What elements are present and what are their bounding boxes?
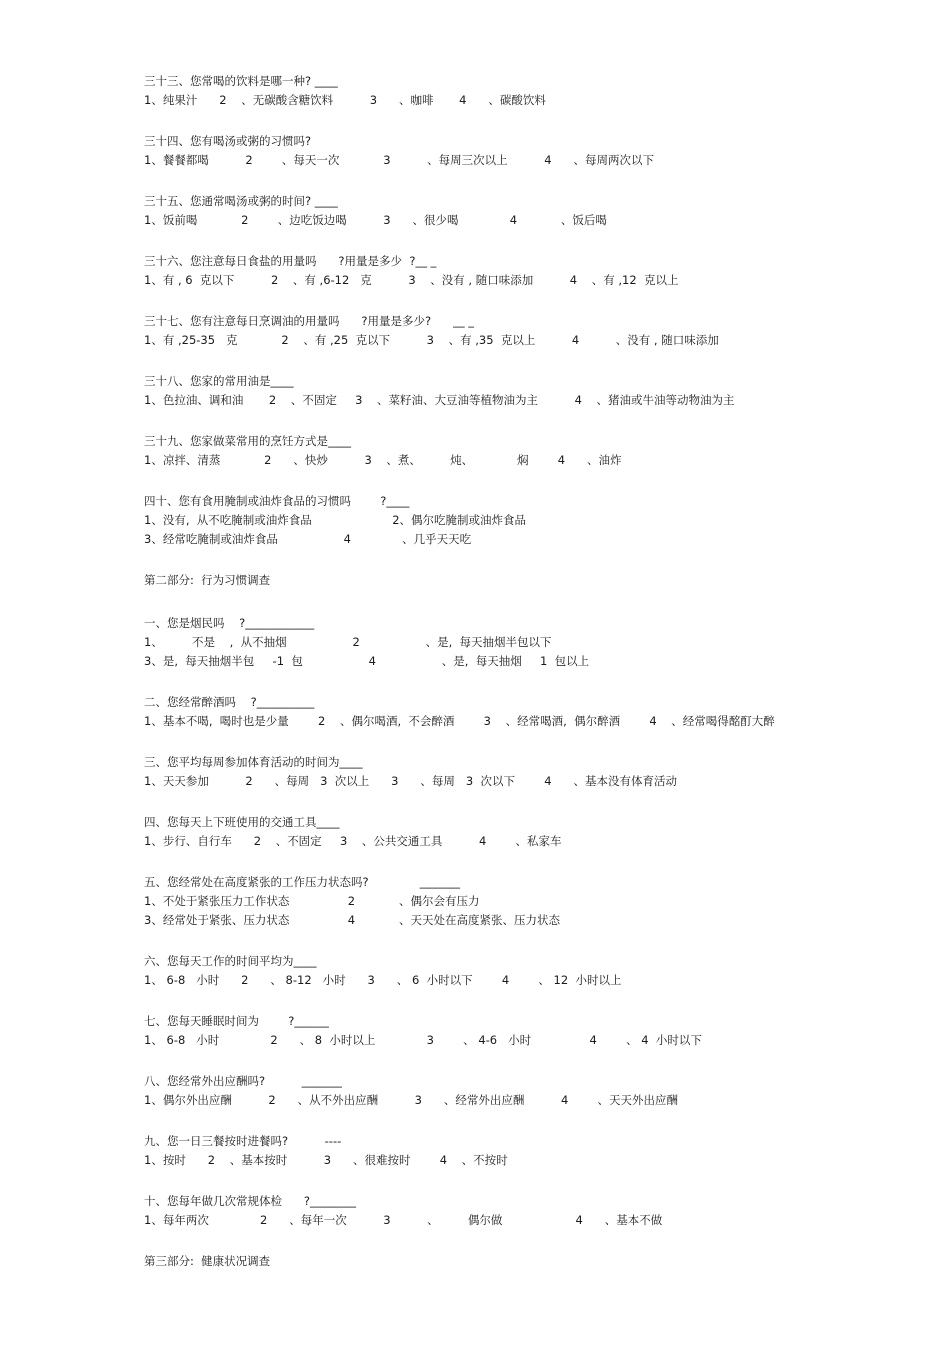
question-text: 七、您每天睡眠时间为 ?______ [144,1014,329,1028]
answer-options: 1、饭前喝 2 、边吃饭边喝 3 、很少喝 4 、饭后喝 [144,213,607,227]
question-block [144,952,904,990]
answer-options: 1、偶尔外出应酬 2 、从不外出应酬 3 、经常外出应酬 4 、天天外出应酬 [144,1093,679,1107]
question-block [144,1132,904,1170]
part2-heading: 第二部分: 行为习惯调查 [144,573,271,587]
question-block [144,873,904,930]
answer-options: 1、按时 2 、基本按时 3 、很难按时 4 、不按时 [144,1153,508,1167]
question-block [144,192,904,230]
question-text: 一、您是烟民吗 ?____________ [144,616,315,630]
question-text: 二、您经常醉酒吗 ?__________ [144,695,315,709]
question-text: 八、您经常外出应酬吗? _______ [144,1074,342,1088]
question-text: 九、您一日三餐按时进餐吗? ---- [144,1134,342,1148]
question-block [144,693,904,731]
question-block [144,72,904,110]
part2-section [144,614,904,1230]
answer-options: 1、步行、自行车 2 、不固定 3 、公共交通工具 4 、私家车 [144,834,562,848]
question-text: 六、您每天工作的时间平均为____ [144,954,317,968]
answer-options: 1、天天参加 2 、每周 3 次以上 3 、每周 3 次以下 4 、基本没有体育活动 [144,774,677,788]
answer-options: 1、纯果汁 2 、无碳酸含糖饮料 3 、咖啡 4 、碳酸饮料 [144,93,546,107]
answer-options: 3、经常处于紧张、压力状态 4 、天天处在高度紧张、压力状态 [144,913,560,927]
question-text: 三十七、您有注意每日烹调油的用量吗 ?用量是多少? __ _ [144,314,474,328]
answer-options: 1、没有, 从不吃腌制或油炸食品 2、偶尔吃腌制或油炸食品 [144,513,527,527]
answer-options: 1、 不是 , 从不抽烟 2 、是, 每天抽烟半包以下 [144,635,552,649]
answer-options: 1、不处于紧张压力工作状态 2 、偶尔会有压力 [144,894,480,908]
question-block [144,252,904,290]
question-block [144,432,904,470]
question-text: 三十五、您通常喝汤或粥的时间? ____ [144,194,338,208]
part1-section [144,72,904,549]
question-block [144,753,904,791]
answer-options: 1、凉拌、清蒸 2 、快炒 3 、煮、 炖、 焖 4 、油炸 [144,453,622,467]
answer-options: 1、有 ,25-35 克 2 、有 ,25 克以下 3 、有 ,35 克以上 4 、没有 , 随口味添加 [144,333,719,347]
question-text: 三十九、您家做菜常用的烹饪方式是____ [144,434,351,448]
question-block [144,813,904,851]
part3-heading: 第三部分: 健康状况调查 [144,1254,271,1268]
question-text: 五、您经常处在高度紧张的工作压力状态吗? _______ [144,875,461,889]
answer-options: 1、每年两次 2 、每年一次 3 、 偶尔做 4 、基本不做 [144,1213,663,1227]
question-block [144,312,904,350]
question-block [144,1192,904,1230]
question-text: 三十四、您有喝汤或粥的习惯吗? [144,134,312,148]
question-block [144,1072,904,1110]
answer-options: 1、餐餐都喝 2 、每天一次 3 、每周三次以上 4 、每周两次以下 [144,153,654,167]
answer-options: 1、色拉油、调和油 2 、不固定 3 、菜籽油、大豆油等植物油为主 4 、猪油或牛油等动物油为主 [144,393,735,407]
question-text: 三十八、您家的常用油是____ [144,374,294,388]
answer-options: 1、 6-8 小时 2 、 8 小时以上 3 、 4-6 小时 4 、 4 小时以下 [144,1033,702,1047]
question-block [144,372,904,410]
answer-options: 3、是, 每天抽烟半包 -1 包 4 、是, 每天抽烟 1 包以上 [144,654,590,668]
question-text: 三、您平均每周参加体育活动的时间为____ [144,755,363,769]
document-page [144,72,904,1295]
question-text: 四、您每天上下班使用的交通工具____ [144,815,340,829]
answer-options: 1、基本不喝, 喝时也是少量 2 、偶尔喝酒, 不会醉酒 3 、经常喝酒, 偶尔醉酒 4 、经常喝得酩酊大醉 [144,714,775,728]
question-text: 三十三、您常喝的饮料是哪一种? ____ [144,74,338,88]
answer-options: 1、 6-8 小时 2 、 8-12 小时 3 、 6 小时以下 4 、 12 小时以上 [144,973,622,987]
answer-options: 3、经常吃腌制或油炸食品 4 、几乎天天吃 [144,532,472,546]
question-text: 十、您每年做几次常规体检 ?________ [144,1194,357,1208]
answer-options: 1、有 , 6 克以下 2 、有 ,6-12 克 3 、没有 , 随口味添加 4 、有 ,12 克以上 [144,273,679,287]
question-text: 四十、您有食用腌制或油炸食品的习惯吗 ?____ [144,494,410,508]
question-block [144,1012,904,1050]
question-text: 三十六、您注意每日食盐的用量吗 ?用量是多少 ?__ _ [144,254,437,268]
question-block [144,614,904,671]
question-block [144,132,904,170]
question-block [144,492,904,549]
